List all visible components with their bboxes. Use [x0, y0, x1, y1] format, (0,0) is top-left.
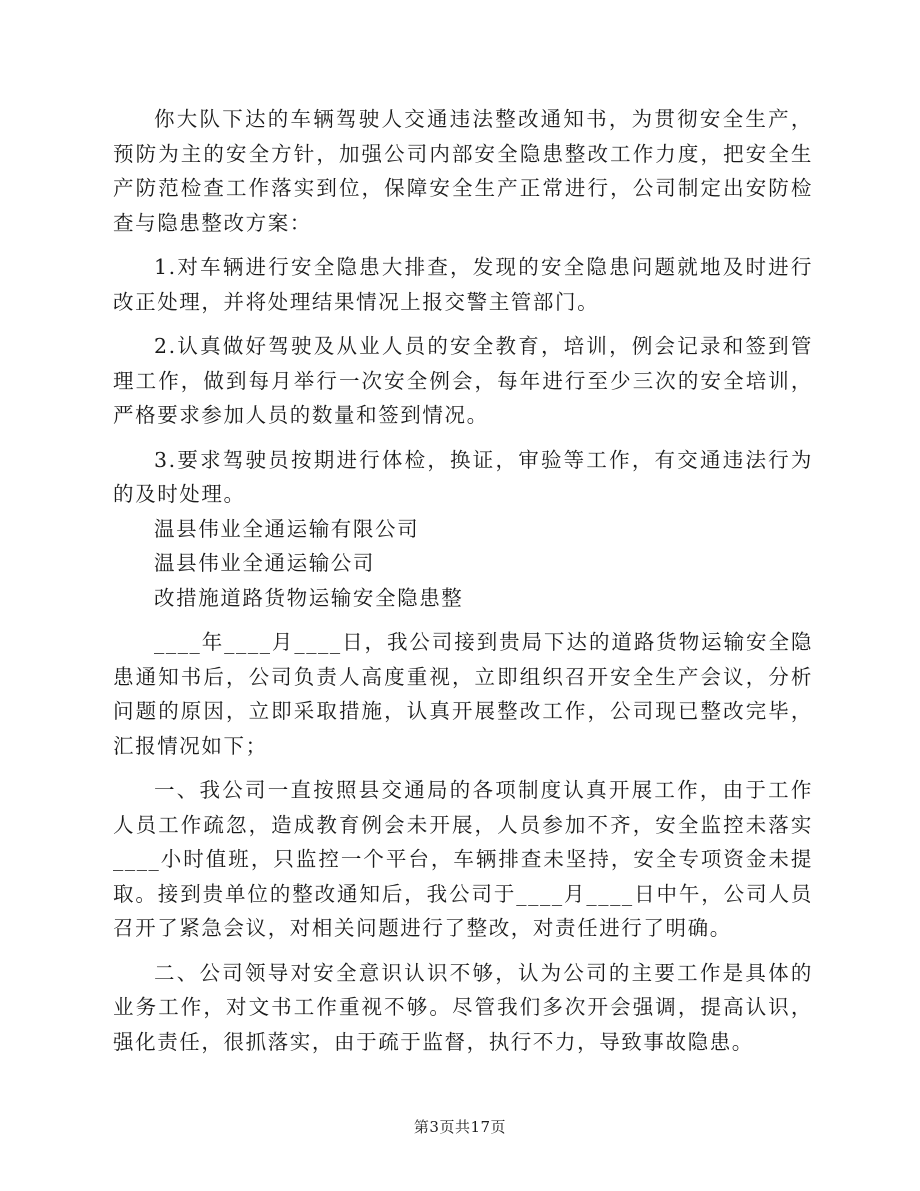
paragraph-report: ____年____月____日，我公司接到贵局下达的道路货物运输安全隐患通知书后，公司负责人高度重视，立即组织召开安全生产会议，分析问题的原因，立即采取措施，认真开展整改工作，公司现已整改完毕，汇报情况如下；	[113, 630, 813, 758]
paragraph-point-1: 一、我公司一直按照县交通局的各项制度认真开展工作，由于工作人员工作疏忽，造成教育例会未开展，人员参加不齐，安全监控未落实____小时值班，只监控一个平台，车辆排查未坚持，安全专项资金未提取。接到贵单位的整改通知后，我公司于____月____日中午，公司人员召开了紧急会议，对相关问题进行了整改，对责任进行了明确。	[113, 778, 813, 940]
paragraph-point-2: 二、公司领导对安全意识认识不够，认为公司的主要工作是具体的业务工作，对文书工作重视不够。尽管我们多次开会强调，提高认识，强化责任，很抓落实，由于疏于监督，执行不力，导致事故隐患。	[113, 960, 813, 1054]
paragraph-item-2: 2.认真做好驾驶及从业人员的安全教育，培训，例会记录和签到管理工作，做到每月举行一次安全例会，每年进行至少三次的安全培训，严格要求参加人员的数量和签到情况。	[113, 334, 813, 427]
document-body	[113, 102, 813, 1059]
page-number: 第3页共17页	[413, 1118, 507, 1136]
company-name-full: 温县伟业全通运输有限公司	[154, 516, 420, 541]
section-heading: 改措施道路货物运输安全隐患整	[154, 585, 464, 610]
company-name-short: 温县伟业全通运输公司	[154, 551, 375, 575]
paragraph-item-1: 1.对车辆进行安全隐患大排查，发现的安全隐患问题就地及时进行改正处理，并将处理结果情况上报交警主管部门。	[113, 255, 813, 314]
paragraph-item-3: 3.要求驾驶员按期进行体检，换证，审验等工作，有交通违法行为的及时处理。	[113, 447, 813, 506]
paragraph-intro: 你大队下达的车辆驾驶人交通违法整改通知书，为贯彻安全生产，预防为主的安全方针，加强公司内部安全隐患整改工作力度，把安全生产防范检查工作落实到位，保障安全生产正常进行，公司制定出安防检查与隐患整改方案：	[113, 107, 813, 235]
